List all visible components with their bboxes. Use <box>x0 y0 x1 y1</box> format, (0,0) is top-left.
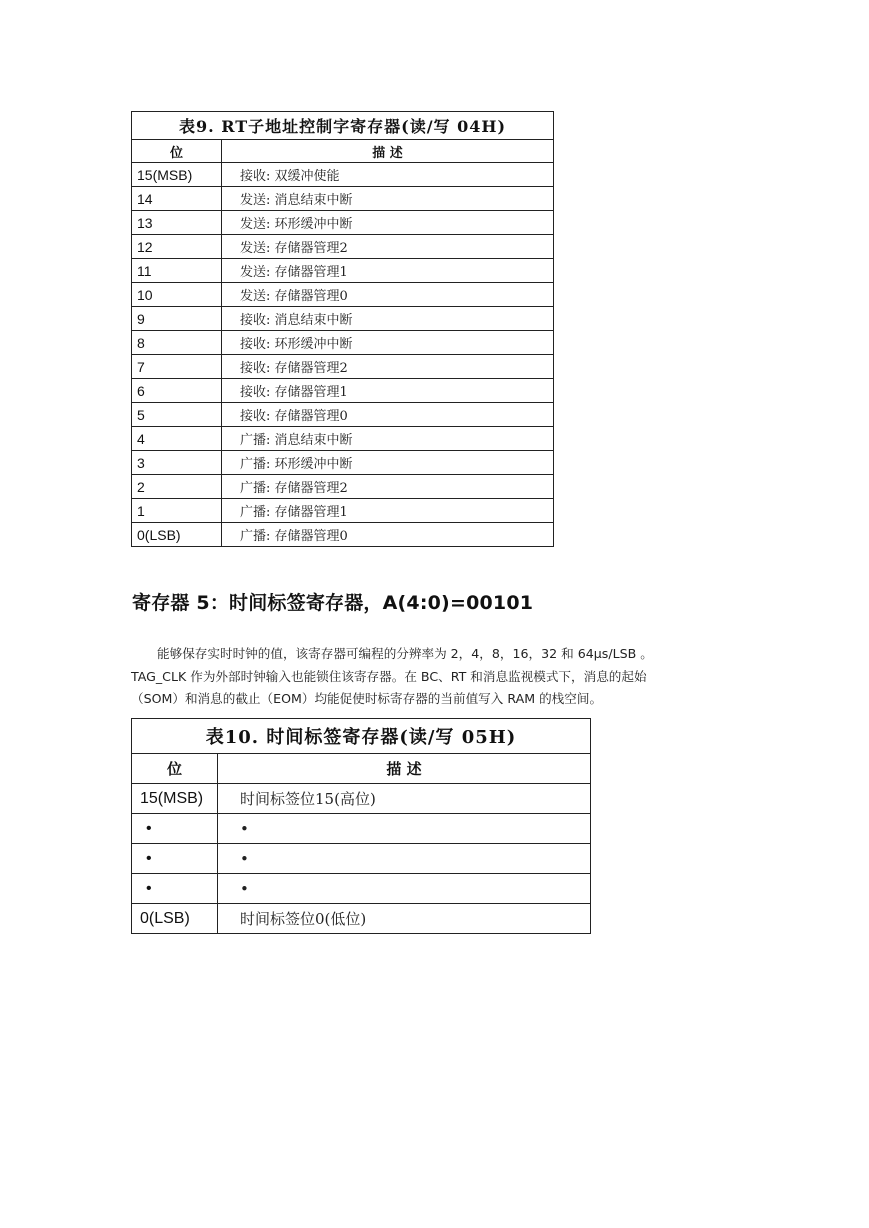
description-cell: 时间标签位0(低位) <box>218 904 591 934</box>
table-row <box>132 331 554 355</box>
bit-cell: 0(LSB) <box>132 523 222 547</box>
table-row <box>132 283 554 307</box>
bit-cell: 4 <box>132 427 222 451</box>
table-title: 表9. RT子地址控制字寄存器(读/写 04H) <box>132 112 554 140</box>
description-cell: • <box>218 874 591 904</box>
description-cell: 发送: 存储器管理1 <box>222 259 554 283</box>
bit-cell: 15(MSB) <box>132 163 222 187</box>
description-cell: 发送: 环形缓冲中断 <box>222 211 554 235</box>
table-title: 表10. 时间标签寄存器(读/写 05H) <box>132 719 591 754</box>
description-cell: 广播: 存储器管理1 <box>222 499 554 523</box>
paragraph-line: 能够保存实时时钟的值，该寄存器可编程的分辨率为 2，4，8，16，32 和 64μs/LSB 。 <box>157 646 653 661</box>
table-row <box>132 451 554 475</box>
description-cell: 广播: 环形缓冲中断 <box>222 451 554 475</box>
body-paragraph <box>131 643 746 711</box>
table-row <box>132 235 554 259</box>
description-cell: 广播: 存储器管理0 <box>222 523 554 547</box>
bit-cell: 15(MSB) <box>132 784 218 814</box>
table-row <box>132 904 591 934</box>
table-row <box>132 784 591 814</box>
section-heading: 寄存器 5：时间标签寄存器，A(4:0)=00101 <box>132 592 534 614</box>
description-cell: 接收: 消息结束中断 <box>222 307 554 331</box>
column-header-description: 描 述 <box>218 754 591 784</box>
bit-cell: 3 <box>132 451 222 475</box>
bit-cell: 0(LSB) <box>132 904 218 934</box>
bit-cell: 9 <box>132 307 222 331</box>
description-cell: 广播: 存储器管理2 <box>222 475 554 499</box>
bit-cell: 8 <box>132 331 222 355</box>
table-row <box>132 211 554 235</box>
table-row <box>132 259 554 283</box>
table-row <box>132 874 591 904</box>
register-table-9 <box>131 111 554 547</box>
description-cell: • <box>218 844 591 874</box>
table-row <box>132 499 554 523</box>
bit-cell: 12 <box>132 235 222 259</box>
bit-cell: 14 <box>132 187 222 211</box>
table-row <box>132 163 554 187</box>
table-row <box>132 379 554 403</box>
table-row <box>132 844 591 874</box>
description-cell: 时间标签位15(高位) <box>218 784 591 814</box>
table-row <box>132 355 554 379</box>
bit-cell: 13 <box>132 211 222 235</box>
bit-cell: • <box>132 844 218 874</box>
column-header-bit: 位 <box>132 140 222 163</box>
bit-cell: 10 <box>132 283 222 307</box>
register-table-10 <box>131 718 591 934</box>
bit-cell: 7 <box>132 355 222 379</box>
table-row <box>132 427 554 451</box>
description-cell: • <box>218 814 591 844</box>
bit-cell: 5 <box>132 403 222 427</box>
table-row <box>132 403 554 427</box>
description-cell: 广播: 消息结束中断 <box>222 427 554 451</box>
table-row <box>132 523 554 547</box>
description-cell: 接收: 环形缓冲中断 <box>222 331 554 355</box>
bit-cell: 1 <box>132 499 222 523</box>
table-row <box>132 187 554 211</box>
description-cell: 接收: 存储器管理2 <box>222 355 554 379</box>
column-header-description: 描 述 <box>222 140 554 163</box>
description-cell: 发送: 存储器管理2 <box>222 235 554 259</box>
description-cell: 发送: 存储器管理0 <box>222 283 554 307</box>
description-cell: 接收: 存储器管理1 <box>222 379 554 403</box>
bit-cell: 11 <box>132 259 222 283</box>
paragraph-line: TAG_CLK 作为外部时钟输入也能锁住该寄存器。在 BC、RT 和消息监视模式下，消息的起始 <box>131 668 647 684</box>
bit-cell: • <box>132 814 218 844</box>
description-cell: 接收: 双缓冲使能 <box>222 163 554 187</box>
description-cell: 接收: 存储器管理0 <box>222 403 554 427</box>
bit-cell: • <box>132 874 218 904</box>
paragraph-line: （SOM）和消息的截止（EOM）均能促使时标寄存器的当前值写入 RAM 的栈空间。 <box>131 691 603 706</box>
table-row <box>132 814 591 844</box>
table-row <box>132 475 554 499</box>
bit-cell: 6 <box>132 379 222 403</box>
description-cell: 发送: 消息结束中断 <box>222 187 554 211</box>
table-row <box>132 307 554 331</box>
column-header-bit: 位 <box>132 754 218 784</box>
bit-cell: 2 <box>132 475 222 499</box>
